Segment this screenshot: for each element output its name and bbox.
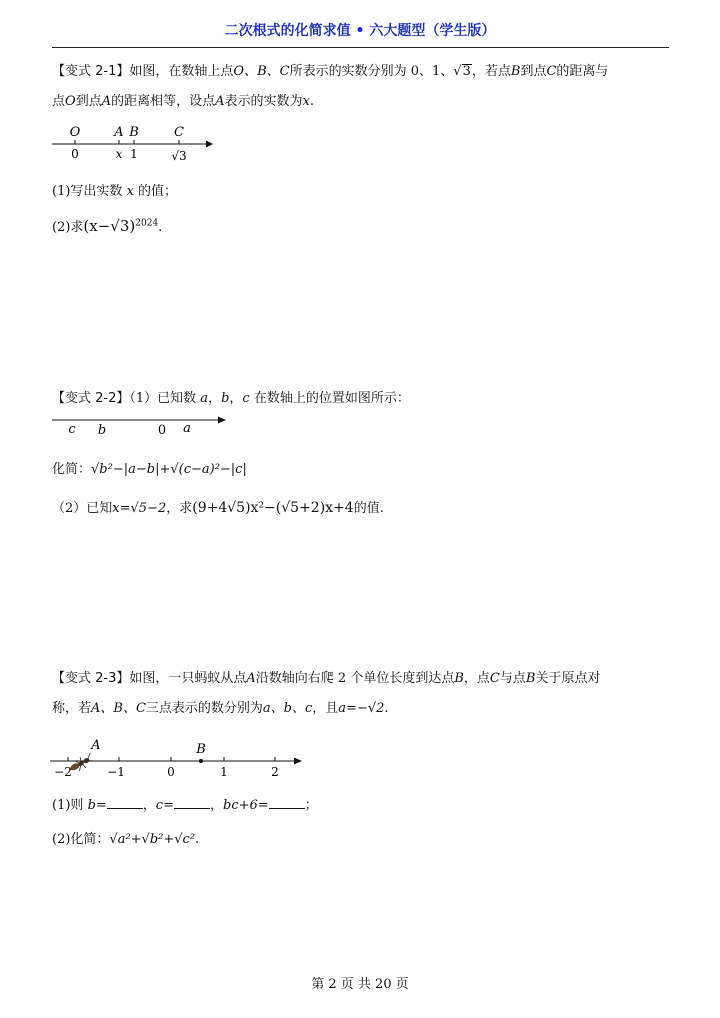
exponent-2024: 2024 [135,218,159,229]
q23-part1-text: ， [142,798,156,813]
nl-tick-0: 0 [167,765,175,779]
q22-simplify-expression: √b²−|a−b|+√(c−a)²−|c| [91,462,247,477]
q23-text: 关于原点对 [535,671,601,686]
q23-c-label: c= [155,798,174,813]
q23-text: 三点表示的数分别为 [145,701,263,716]
q21-part1-text: (1)写出实数 [52,184,123,199]
q21-text: 到点 [520,64,547,79]
point-a: A [101,94,112,109]
q21-part2-expression: (x−√3) [83,217,136,235]
q22-text: ， [208,391,222,406]
nl-tick-2: 2 [271,765,279,779]
q22-text: ， [229,391,243,406]
q22-part2-text: ，求 [166,501,193,516]
nl-label-b: B [196,742,206,757]
nl-tick-1: 1 [220,765,228,779]
nl-label-c: C [174,125,184,140]
q23-b-label: b= [87,798,107,813]
q21-part2-text: . [158,220,163,235]
q23-part1-text: ； [304,798,318,813]
q21-number-line [48,120,218,168]
q21-text: 的距离与 [556,64,609,79]
q21-text: 、 [266,64,280,79]
q23-bc-label: bc+6= [223,798,269,813]
q23-given-a: a=−√2 [338,701,385,716]
q23-part1 [52,794,318,813]
q21-text: 点 [52,94,66,109]
q21-text: ，若点 [471,64,511,79]
q23-text: 沿数轴向右爬 2 个单位长度到达点 [255,671,455,686]
answer-blank-bc[interactable] [269,796,305,809]
q23-text: 与点 [499,671,526,686]
point-b: B [257,64,267,79]
nl-label-0: 0 [157,423,167,438]
var-x: x [302,94,310,109]
q21-part2 [52,216,162,235]
q22-label: 【变式 2-2】 [52,391,130,406]
q21-part2-text: (2)求 [52,220,84,235]
q23-part1-text: (1)则 [52,798,84,813]
nl-label-a: A [91,738,101,753]
nl-label-c: c [68,422,76,437]
q23-intro [52,664,672,724]
q23-text: 如图，一只蚂蚁从点 [129,671,247,686]
q23-text: ，点 [463,671,490,686]
answer-blank-b[interactable] [107,796,143,809]
q23-text: . [384,701,389,716]
q21-part1 [52,180,177,199]
q21-text: . [309,94,314,109]
q21-text: 表示的实数为 [224,94,303,109]
q22-intro [52,387,410,406]
nl-tick-1: 1 [130,147,138,161]
nl-label-o: O [69,125,81,140]
point-c: C [279,64,290,79]
q21-text: 如图，在数轴上点 [129,64,234,79]
ant-icon [68,752,96,774]
q22-simplify-label: 化简： [52,462,92,477]
var-b: b [221,391,230,406]
q22-number-line [48,408,238,438]
nl-tick-sqrt3: √3 [171,149,187,163]
var-x: x [126,184,134,199]
nl-label-a: a [183,421,191,436]
point-o: O [233,64,245,79]
q23-number-line [48,735,310,781]
q23-part2-text: . [195,832,200,847]
page-header-title: 二次根式的化简求值 • 六大题型（学生版） [224,23,496,39]
q21-part1-text: 的值； [138,184,178,199]
nl-label-a: A [114,125,124,140]
nl-label-b: b [97,423,107,438]
q23-part2-text: (2)化简： [52,832,110,847]
q23-part2 [52,828,199,847]
q23-part1-text: ， [209,798,223,813]
q22-part2 [52,497,384,516]
var-a: a [200,391,209,406]
q21-text: 所表示的实数分别为 0、1、 [289,64,454,79]
q22-text: 在数轴上的位置如图所示： [253,391,410,406]
point-o: O [65,94,76,109]
header-divider [52,47,669,48]
q22-given-x: x=√5−2 [112,501,167,516]
q22-text: （1）已知数 [129,391,197,406]
point-a: A [246,671,256,686]
point-a: A [215,94,225,109]
q21-label: 【变式 2-1】 [52,64,130,79]
q22-part2-expression: (9+4√5)x²−(√5+2)x+4 [192,500,354,516]
nl-tick-0: 0 [71,147,79,161]
nl-tick-neg1: −1 [107,765,125,779]
point-b: B [510,64,521,79]
sqrt-3: 3 [462,64,471,79]
q22-part2-text: （2）已知 [52,501,113,516]
q21-text: 、 [244,64,258,79]
page-footer: 第 2 页 共 20 页 [311,977,409,992]
point-b: B [454,671,464,686]
point-b: B [525,671,536,686]
q23-points: A、B、C [91,701,146,716]
nl-tick-neg2: −2 [54,765,72,779]
answer-blank-c[interactable] [174,796,210,809]
point-c: C [546,64,557,79]
q23-label: 【变式 2-3】 [52,671,130,686]
q21-intro: 【变式 2-1】如图，在数轴上点O、B、C所表示的实数分别为 0、1、√3，若点B到点C的距离与 点O到点A的距离相等，设点A表示的实数为x. [52,64,609,109]
point-c: C [489,671,500,686]
point-b-dot [199,759,203,763]
q21-text: 的距离相等，设点 [111,94,216,109]
q23-text: 称，若 [52,701,92,716]
var-c: c [242,391,250,406]
nl-tick-x: x [115,147,123,161]
nl-label-b: B [129,125,139,140]
q23-text: ，且 [312,701,339,716]
q23-part2-expression: √a²+√b²+√c² [109,832,196,847]
q22-simplify [52,458,247,477]
q22-part2-text: 的值. [353,501,384,516]
q21-text: 到点 [75,94,102,109]
q23-vars: a、b、c [262,701,313,716]
